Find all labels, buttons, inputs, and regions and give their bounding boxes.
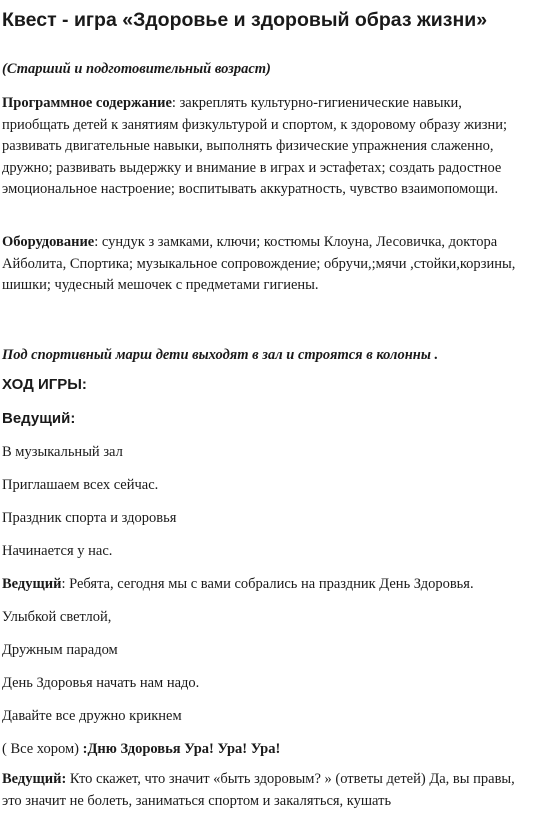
equipment-paragraph bbox=[2, 232, 532, 297]
program-label: Программное содержание bbox=[2, 95, 172, 111]
intro-instruction: Под спортивный марш дети выходят в зал и строятся в колонны . bbox=[2, 347, 439, 363]
verse-line: День Здоровья начать нам надо. bbox=[2, 675, 200, 691]
chorus-prefix: ( Все хором) bbox=[2, 741, 83, 757]
host-question-text: Кто скажет, что значит «быть здоровым? » (ответы детей) Да, вы правы, это значит не болеть, заниматься спортом и закаляться, кушать bbox=[2, 771, 515, 809]
chorus-line bbox=[2, 740, 280, 758]
chorus-text: :Дню Здоровья Ура! Ура! Ура! bbox=[82, 741, 281, 757]
host-label: Ведущий: bbox=[2, 410, 76, 427]
verse-line: Давайте все дружно крикнем bbox=[2, 708, 182, 724]
equipment-text: : сундук з замками, ключи; костюмы Клоуна, Лесовичка, доктора Айболита, Спортика; музыкальное сопровождение; обручи,;мячи ,стойки,корзины, шишки; чудесный мешочек с предметами гигиены. bbox=[2, 234, 516, 293]
host-speech-text: : Ребята, сегодня мы с вами собрались на праздник День Здоровья. bbox=[61, 576, 474, 592]
verse-line: Праздник спорта и здоровья bbox=[2, 510, 177, 526]
program-content-paragraph bbox=[2, 93, 532, 201]
page-title: Квест - игра «Здоровье и здоровый образ жизни» bbox=[2, 9, 488, 31]
game-heading: ХОД ИГРЫ: bbox=[2, 376, 87, 393]
age-subtitle: (Старший и подготовительный возраст) bbox=[2, 61, 271, 77]
verse-line: Улыбкой светлой, bbox=[2, 609, 112, 625]
verse-line: Приглашаем всех сейчас. bbox=[2, 477, 159, 493]
verse-line: Дружным парадом bbox=[2, 642, 118, 658]
host-question-paragraph bbox=[2, 769, 532, 812]
verse-line: В музыкальный зал bbox=[2, 444, 123, 460]
host-question-label: Ведущий: bbox=[2, 771, 67, 787]
host-speech bbox=[2, 575, 474, 593]
program-text: : закреплять культурно-гигиенические навыки, приобщать детей к занятиям физкультурой и спортом, к здоровому образу жизни; развивать двигательные навыки, выполнять физические упражнения слаженно, дружно; развивать выдержку и внимание в играх и эстафетах; создать радостное эмоциональное настроение; воспитывать аккуратность, чувство взаимопомощи. bbox=[2, 95, 508, 197]
verse-line: Начинается у нас. bbox=[2, 543, 113, 559]
equipment-label: Оборудование bbox=[2, 234, 95, 250]
host-speech-label: Ведущий bbox=[2, 576, 62, 592]
